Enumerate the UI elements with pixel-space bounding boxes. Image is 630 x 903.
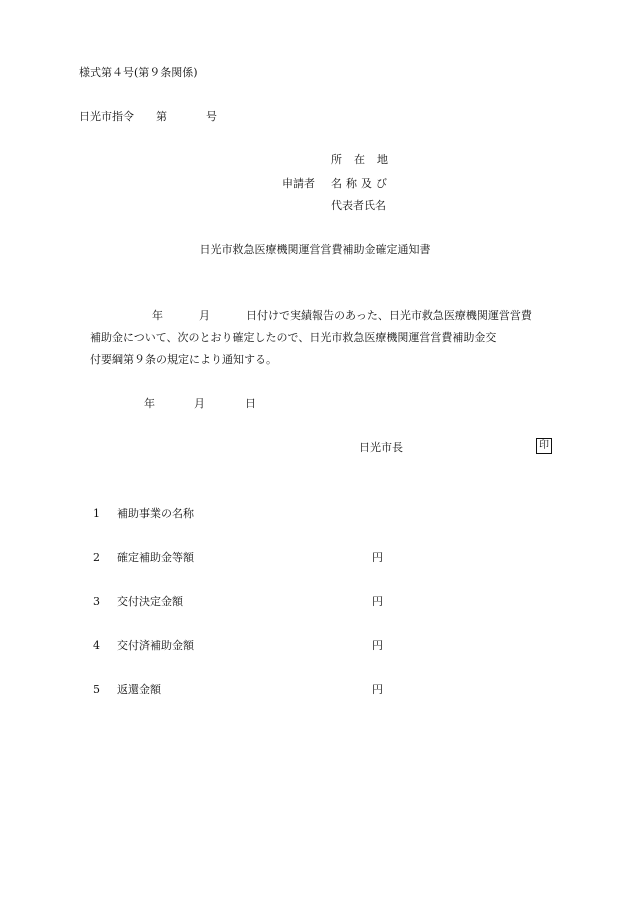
body-tsuki: 月 xyxy=(199,309,210,322)
item-yen: 円 xyxy=(372,551,383,564)
name-label: 名称及び xyxy=(331,177,391,190)
item-label: 補助事業の名称 xyxy=(117,507,194,520)
body-line-2: 補助金について、次のとおり確定したので、日光市救急医療機関運営営費補助金交 xyxy=(90,331,497,344)
item-label: 交付済補助金額 xyxy=(117,639,194,652)
item-label: 返還金額 xyxy=(117,683,161,696)
representative-label: 代表者氏名 xyxy=(331,199,386,212)
location-label: 所在地 xyxy=(331,153,400,166)
item-number: 5 xyxy=(93,683,100,696)
item-number: 3 xyxy=(93,595,100,608)
item-label: 交付決定金額 xyxy=(117,595,183,608)
seal-mark: 印 xyxy=(536,438,552,454)
document-title: 日光市救急医療機関運営営費補助金確定通知書 xyxy=(199,243,431,256)
body-line1-tail: 日付けで実績報告のあった、日光市救急医療機関運営営費 xyxy=(246,309,532,322)
reference-go: 号 xyxy=(206,110,217,123)
reference-prefix: 日光市指令 xyxy=(79,110,134,123)
mayor-title: 日光市長 xyxy=(359,441,403,454)
item-yen: 円 xyxy=(372,639,383,652)
applicant-label: 申請者 xyxy=(282,177,315,190)
body-nen: 年 xyxy=(152,309,163,322)
item-yen: 円 xyxy=(372,595,383,608)
item-number: 2 xyxy=(93,551,100,564)
body-paragraph xyxy=(90,305,560,371)
body-line-3: 付要綱第９条の規定により通知する。 xyxy=(90,353,277,366)
form-number: 様式第４号(第９条関係) xyxy=(79,66,198,79)
item-number: 1 xyxy=(93,507,100,520)
date-month: 月 xyxy=(194,397,205,410)
body-line-1 xyxy=(90,305,560,327)
item-number: 4 xyxy=(93,639,100,652)
item-label: 確定補助金等額 xyxy=(117,551,194,564)
item-yen: 円 xyxy=(372,683,383,696)
reference-dai: 第 xyxy=(156,110,167,123)
date-year: 年 xyxy=(144,397,155,410)
date-day: 日 xyxy=(245,397,256,410)
